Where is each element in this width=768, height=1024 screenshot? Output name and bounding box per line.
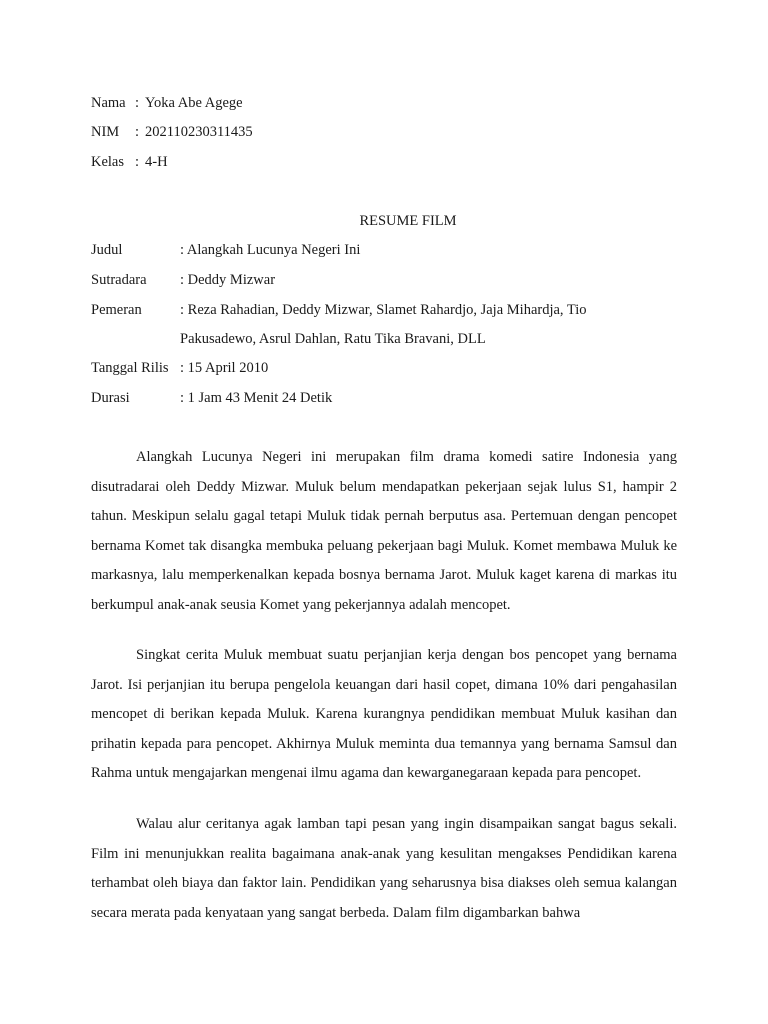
nim-separator: : xyxy=(135,124,140,140)
pemeran-row xyxy=(91,296,587,354)
nama-separator: : xyxy=(135,95,140,111)
nama-row xyxy=(91,93,243,113)
pemeran-value-line2: Pakusadewo, Asrul Dahlan, Ratu Tika Bravani, DLL xyxy=(180,331,486,347)
pemeran-value-line1: : Reza Rahadian, Deddy Mizwar, Slamet Rahardjo, Jaja Mihardja, Tio xyxy=(180,302,587,318)
judul-value: : Alangkah Lucunya Negeri Ini xyxy=(180,242,361,258)
judul-row xyxy=(91,236,360,265)
kelas-row xyxy=(91,152,168,172)
tanggal-rilis-label: Tanggal Rilis xyxy=(91,360,169,376)
judul-label: Judul xyxy=(91,242,123,258)
durasi-value: : 1 Jam 43 Menit 24 Detik xyxy=(180,390,333,406)
nama-label: Nama xyxy=(91,95,126,111)
durasi-row xyxy=(91,384,332,413)
kelas-value: 4-H xyxy=(145,154,168,170)
durasi-label: Durasi xyxy=(91,390,130,406)
kelas-separator: : xyxy=(135,154,140,170)
kelas-label: Kelas xyxy=(91,154,125,170)
nim-label: NIM xyxy=(91,124,120,140)
tanggal-rilis-value: : 15 April 2010 xyxy=(180,360,269,376)
nama-value: Yoka Abe Agege xyxy=(145,95,243,111)
sutradara-value: : Deddy Mizwar xyxy=(180,272,276,288)
document-title: RESUME FILM xyxy=(359,213,457,229)
tanggal-rilis-row xyxy=(91,354,268,383)
sutradara-label: Sutradara xyxy=(91,272,147,288)
paragraph-3: Walau alur ceritanya agak lamban tapi pesan yang ingin disampaikan sangat bagus sekali. Film ini menunjukkan realita bagaimana anak-anak yang kesulitan mengakses Pendidikan karena terhambat oleh biaya dan faktor lain. Pendidikan yang seharusnya bisa diakses oleh semua kalangan secara merata pada kenyataan yang sangat berbeda. Dalam film digambarkan bahwa xyxy=(91,816,677,921)
nim-value: 202110230311435 xyxy=(145,124,253,140)
sutradara-row xyxy=(91,266,275,295)
paragraph-2: Singkat cerita Muluk membuat suatu perjanjian kerja dengan bos pencopet yang bernama Jarot. Isi perjanjian itu berupa pengelola keuangan dari hasil copet, dimana 10% dari pengahasilan mencopet di berikan kepada Muluk. Karena kurangnya pendidikan membuat Muluk kasihan dan prihatin kepada para pencopet. Akhirnya Muluk meminta dua temannya yang bernama Samsul dan Rahma untuk mengajarkan mengenai ilmu agama dan kewarganegaraan kepada para pencopet. xyxy=(91,647,677,781)
pemeran-value xyxy=(180,296,587,354)
nim-row xyxy=(91,122,253,142)
pemeran-label: Pemeran xyxy=(91,302,142,318)
paragraph-1: Alangkah Lucunya Negeri ini merupakan film drama komedi satire Indonesia yang disutradarai oleh Deddy Mizwar. Muluk belum mendapatkan pekerjaan sejak lulus S1, hampir 2 tahun. Meskipun selalu gagal tetapi Muluk tidak pernah berputus asa. Pertemuan dengan pencopet bernama Komet tak disangka membuka peluang pekerjaan bagi Muluk. Komet membawa Muluk ke markasnya, lalu memperkenalkan kepada bosnya bernama Jarot. Muluk kaget karena di markas itu berkumpul anak-anak seusia Komet yang pekerjannya adalah mencopet. xyxy=(91,449,677,613)
